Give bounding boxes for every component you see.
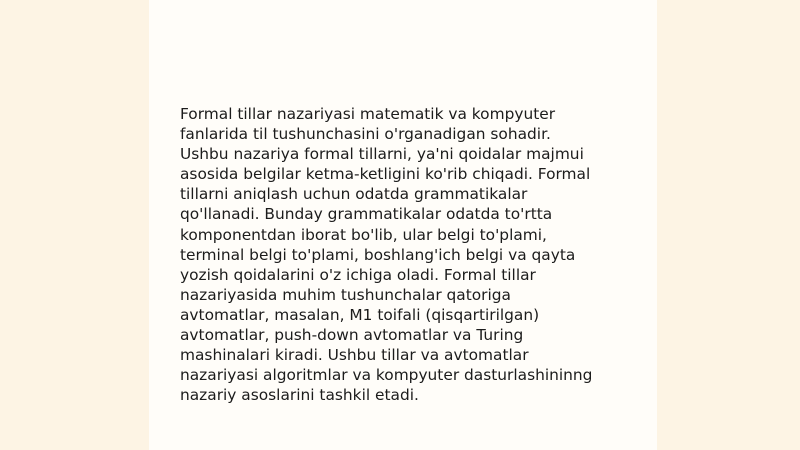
paragraph-line: Formal tillar nazariyasi matematik va kompyuter [180, 105, 556, 123]
paragraph-line: Ushbu nazariya formal tillarni, ya'ni qoidalar majmui [180, 145, 584, 164]
paragraph-line: nazariyasida muhim tushunchalar qatoriga [180, 285, 511, 304]
body-paragraph [180, 104, 640, 405]
paragraph-line: nazariyasi algoritmlar va kompyuter dasturlashininng [180, 366, 593, 385]
paragraph-line: mashinalari kiradi. Ushbu tillar va avtomatlar [180, 346, 529, 365]
paragraph-line: terminal belgi to'plami, boshlang'ich belgi va qayta [180, 245, 576, 264]
paragraph-line: yozish qoidalarini o'z ichiga oladi. Formal tillar [180, 265, 536, 284]
paragraph-line: tillarni aniqlash uchun odatda grammatikalar [180, 185, 528, 204]
paragraph-line: nazariy asoslarini tashkil etadi. [180, 386, 419, 405]
paragraph-line: qo'llanadi. Bunday grammatikalar odatda to'rtta [180, 205, 553, 224]
paragraph-line: komponentdan iborat bo'lib, ular belgi to'plami, [180, 225, 547, 244]
paragraph-line: fanlarida til tushunchasini o'rganadigan sohadir. [180, 125, 551, 144]
document-page [149, 0, 657, 450]
paragraph-line: avtomatlar, masalan, M1 toifali (qisqartirilgan) [180, 305, 540, 324]
paragraph-line: asosida belgilar ketma-ketligini ko'rib chiqadi. Formal [180, 165, 591, 184]
paragraph-line: avtomatlar, push-down avtomatlar va Turing [180, 326, 524, 345]
